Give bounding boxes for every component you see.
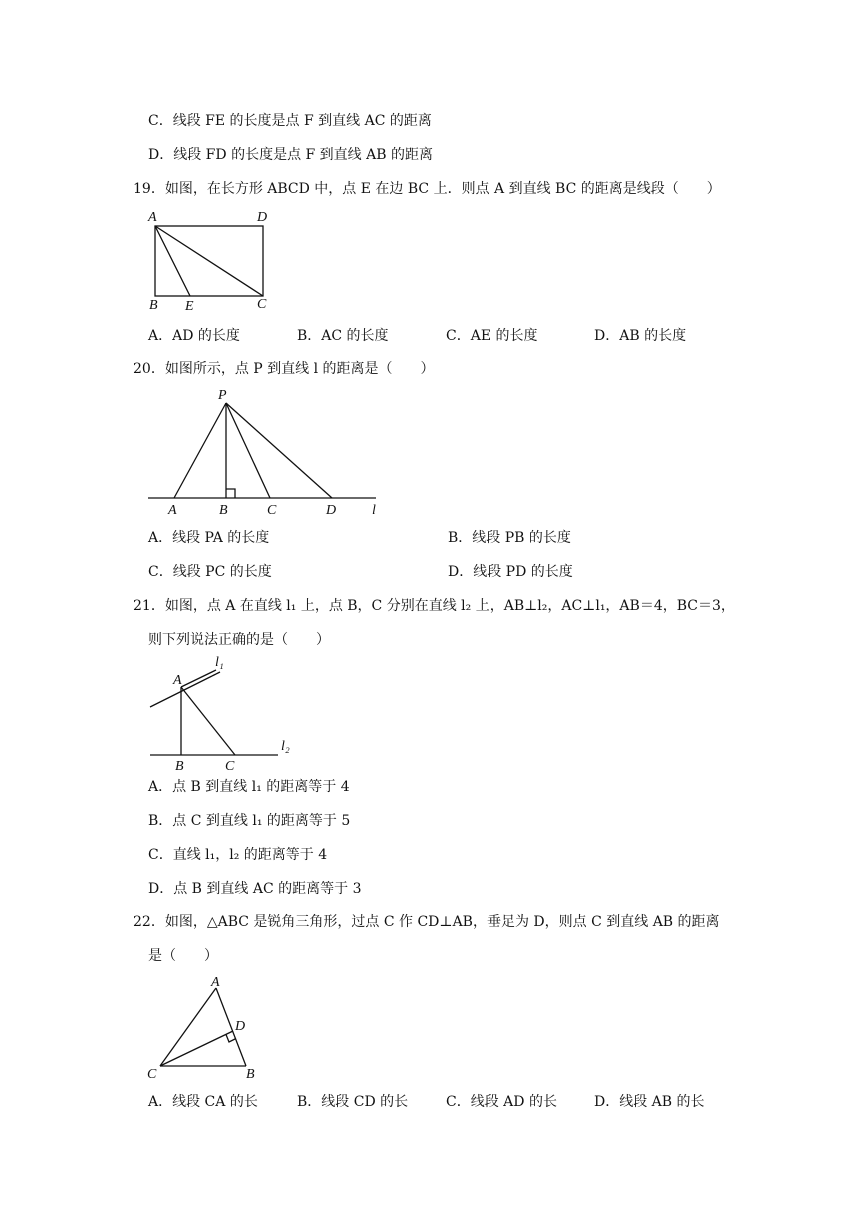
q20-label-c: C [267, 503, 277, 518]
q19-label-c: C [257, 297, 267, 312]
q22-label-d: D [235, 1019, 246, 1034]
q22-label-a: A [211, 975, 220, 990]
q21-label-b: B [175, 759, 184, 774]
q19-rectangle-figure [140, 204, 280, 314]
q22-option-b: B．线段 CD 的长 [297, 1094, 409, 1110]
q20-label-l: l [372, 503, 376, 518]
q21-label-c: C [225, 759, 235, 774]
q21-label-l2: l₂ [281, 739, 290, 754]
q21-label-a: A [173, 673, 182, 688]
q19-label-b: B [149, 298, 158, 313]
q20-option-a: A．线段 PA 的长度 [148, 530, 270, 546]
q22-option-c: C．线段 AD 的长 [446, 1094, 557, 1110]
q22-label-b: B [246, 1067, 255, 1082]
q19-stem: 19．如图，在长方形 ABCD 中，点 E 在边 BC 上．则点 A 到直线 BC 的距离是线段（ ） [133, 181, 721, 197]
q19-option-d: D．AB 的长度 [594, 328, 687, 344]
q22-triangle-figure [140, 970, 270, 1084]
q20-option-b: B．线段 PB 的长度 [448, 530, 571, 546]
q20-label-a: A [168, 503, 177, 518]
q18-option-c: C．线段 FE 的长度是点 F 到直线 AC 的距离 [148, 113, 432, 129]
q20-option-d: D．线段 PD 的长度 [448, 564, 573, 580]
q21-stem-line1: 21．如图，点 A 在直线 l₁ 上，点 B，C 分别在直线 l₂ 上，AB⊥l₂，AC⊥l₁，AB＝4，BC＝3， [133, 598, 735, 614]
q22-option-d: D．线段 AB 的长 [594, 1094, 705, 1110]
q20-label-p: P [218, 388, 227, 403]
q22-stem-line1: 22．如图，△ABC 是锐角三角形，过点 C 作 CD⊥AB，垂足为 D，则点 C 到直线 AB 的距离 [133, 914, 720, 930]
q20-label-b: B [219, 503, 228, 518]
q21-option-b: B．点 C 到直线 l₁ 的距离等于 5 [148, 813, 351, 829]
q20-perpendicular-figure [140, 384, 400, 520]
q19-label-a: A [148, 210, 157, 225]
q22-option-a: A．线段 CA 的长 [148, 1094, 258, 1110]
q22-label-c: C [147, 1067, 157, 1082]
q18-option-d: D．线段 FD 的长度是点 F 到直线 AB 的距离 [148, 147, 433, 163]
q19-label-d: D [257, 210, 268, 225]
q21-option-d: D．点 B 到直线 AC 的距离等于 3 [148, 881, 362, 897]
q21-stem-line2: 则下列说法正确的是（ ） [148, 632, 330, 648]
q21-option-c: C．直线 l₁，l₂ 的距离等于 4 [148, 847, 328, 863]
q21-parallel-lines-figure [140, 652, 300, 774]
q21-label-l1: l₁ [215, 655, 224, 670]
q21-option-a: A．点 B 到直线 l₁ 的距离等于 4 [148, 779, 350, 795]
q20-stem: 20．如图所示，点 P 到直线 l 的距离是（ ） [133, 361, 435, 377]
q22-stem-line2: 是（ ） [148, 948, 218, 964]
q19-option-b: B．AC 的长度 [297, 328, 389, 344]
q19-option-c: C．AE 的长度 [446, 328, 538, 344]
q19-label-e: E [185, 299, 194, 314]
q19-option-a: A．AD 的长度 [148, 328, 240, 344]
q20-label-d: D [326, 503, 337, 518]
q20-option-c: C．线段 PC 的长度 [148, 564, 272, 580]
